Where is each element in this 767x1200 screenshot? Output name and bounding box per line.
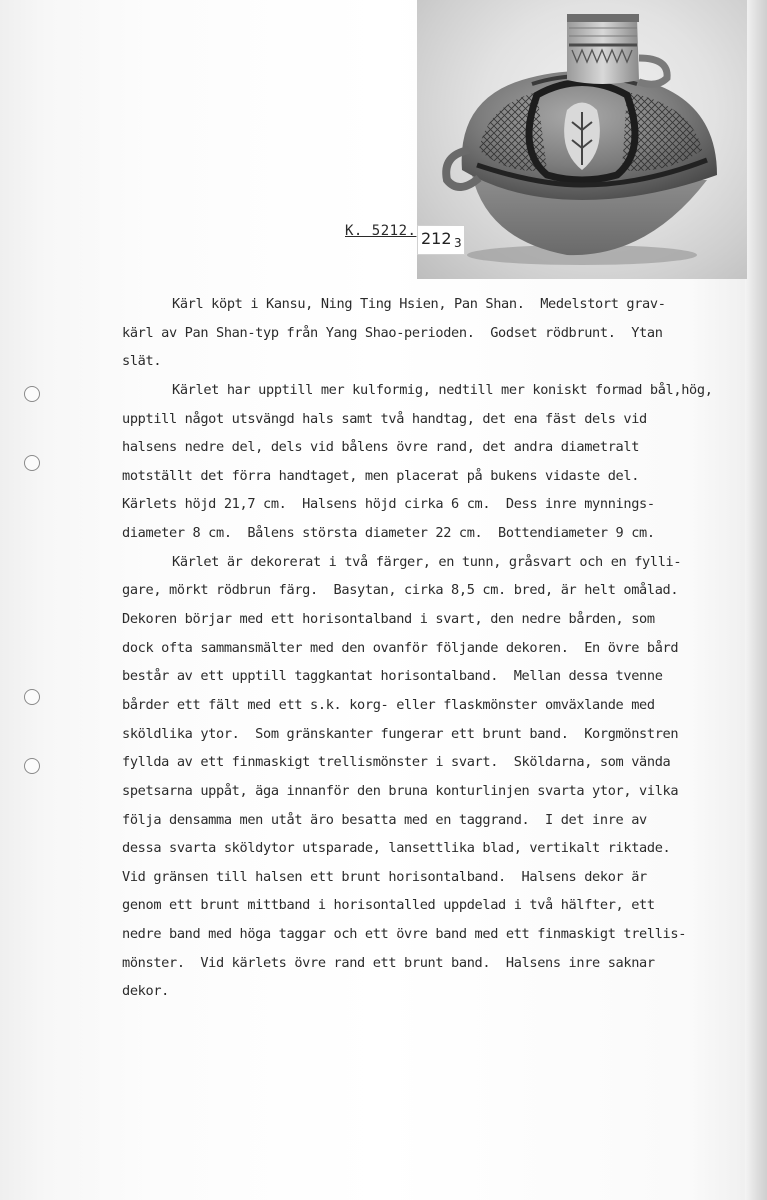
text-line: bårder ett fält med ett s.k. korg- eller flaskmönster omväxlande med bbox=[122, 696, 655, 713]
text-line: nedre band med höga taggar och ett övre band med ett finmaskigt trellis- bbox=[122, 926, 687, 943]
text-line: fyllda av ett finmaskigt trellismönster i svart. Sköldarna, som vända bbox=[122, 754, 671, 771]
text-line: Kärlet är dekorerat i två färger, en tunn, gråsvart och en fylli- bbox=[172, 553, 682, 570]
text-line: gare, mörkt rödbrun färg. Basytan, cirka 8,5 cm. bred, är helt omålad. bbox=[122, 582, 679, 599]
text-line: Vid gränsen till halsen ett brunt horisontalband. Halsens dekor är bbox=[122, 868, 647, 885]
punch-hole bbox=[24, 758, 40, 774]
punch-hole bbox=[24, 386, 40, 402]
text-line: dekor. bbox=[122, 983, 170, 1000]
painted-jar-icon bbox=[417, 0, 747, 279]
punch-hole bbox=[24, 689, 40, 705]
text-line: mönster. Vid kärlets övre rand ett brunt band. Halsens inre saknar bbox=[122, 954, 655, 971]
tag-number: 212 bbox=[421, 229, 452, 248]
text-line: slät. bbox=[122, 353, 162, 370]
text-line: Dekoren börjar med ett horisontalband i svart, den nedre bården, som bbox=[122, 611, 655, 628]
text-line: består av ett upptill taggkantat horisontalband. Mellan dessa tvenne bbox=[122, 668, 663, 685]
text-line: sköldlika ytor. Som gränskanter fungerar ett brunt band. Korgmönstren bbox=[122, 725, 679, 742]
tag-subscript: 3 bbox=[454, 236, 462, 250]
text-line: upptill något utsvängd hals samt två handtag, det ena fäst dels vid bbox=[122, 410, 647, 427]
punch-hole bbox=[24, 455, 40, 471]
text-line: diameter 8 cm. Bålens största diameter 22 cm. Bottendiameter 9 cm. bbox=[122, 525, 655, 542]
text-line: genom ett brunt mittband i horisontalled uppdelad i två hälfter, ett bbox=[122, 897, 655, 914]
text-line: dessa svarta sköldytor utsparade, lansettlika blad, vertikalt riktade. bbox=[122, 840, 671, 857]
text-line: dock ofta sammansmälter med den ovanför följande dekoren. En övre bård bbox=[122, 639, 679, 656]
text-line: Kärl köpt i Kansu, Ning Ting Hsien, Pan Shan. Medelstort grav- bbox=[172, 296, 666, 312]
pottery-photograph bbox=[417, 0, 747, 279]
text-line: halsens nedre del, dels vid bålens övre rand, det andra diametralt bbox=[122, 439, 640, 456]
text-line: Kärlet har upptill mer kulformig, nedtill mer koniskt formad bål,hög, bbox=[172, 381, 713, 398]
text-line: Kärlets höjd 21,7 cm. Halsens höjd cirka 6 cm. Dess inre mynnings- bbox=[122, 496, 655, 513]
text-line: följa densamma men utåt äro besatta med en taggrand. I det inre av bbox=[122, 811, 647, 828]
text-line: kärl av Pan Shan-typ från Yang Shao-perioden. Godset rödbrunt. Ytan bbox=[122, 324, 663, 341]
catalog-label: K. 5212. bbox=[345, 223, 417, 239]
description-text bbox=[122, 290, 762, 1006]
text-line: motställt det förra handtaget, men placerat på bukens vidaste del. bbox=[122, 467, 640, 484]
text-line: spetsarna uppåt, äga innanför den bruna konturlinjen svarta ytor, vilka bbox=[122, 782, 679, 799]
inventory-tag bbox=[417, 225, 465, 255]
